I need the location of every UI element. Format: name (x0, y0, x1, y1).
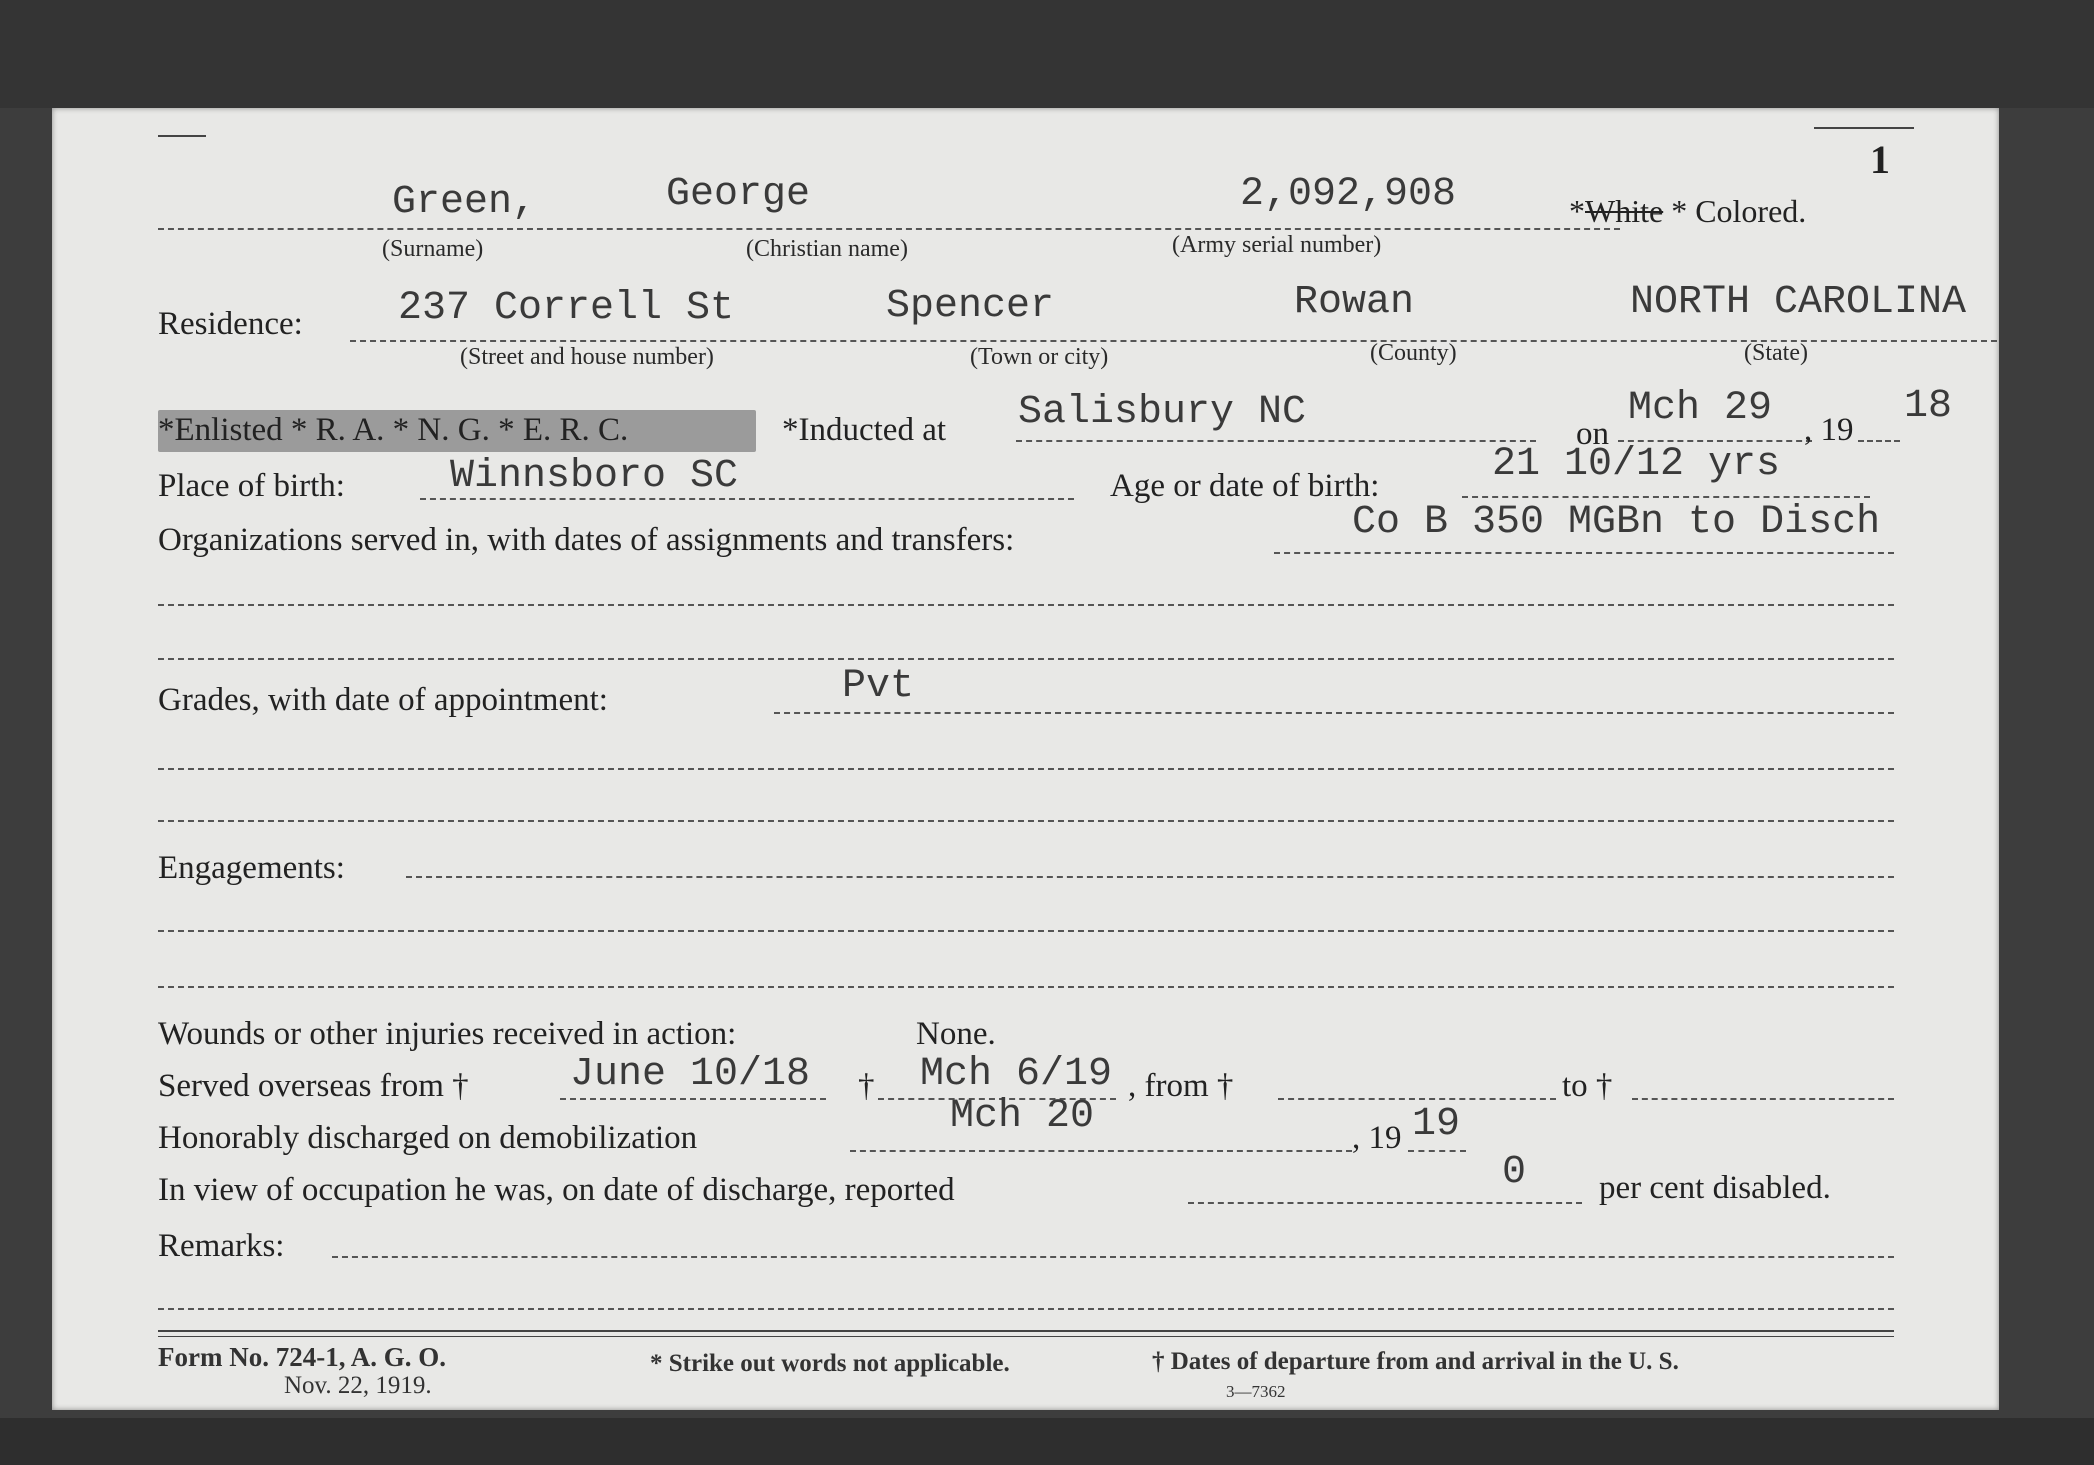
organizations-label: Organizations served in, with dates of assignments and transfers: (158, 522, 1015, 558)
engagements-line-3 (158, 986, 1894, 988)
christian-name-caption: (Christian name) (746, 236, 908, 262)
engagements-label: Engagements: (158, 850, 345, 886)
discharge-year-line (1408, 1150, 1466, 1152)
engagements-line-2 (158, 930, 1894, 932)
inducted-label: *Inducted at (782, 412, 947, 448)
inducted-place: Salisbury NC (1018, 390, 1307, 435)
wounds-label: Wounds or other injuries received in action: (158, 1016, 737, 1052)
birth-place-value: Winnsboro SC (450, 454, 739, 499)
disability-line (1188, 1202, 1582, 1204)
overseas-from2-label: , from † (1128, 1068, 1234, 1104)
grades-line-2 (158, 768, 1894, 770)
inducted-year-line (1858, 440, 1900, 442)
street-caption: (Street and house number) (460, 344, 714, 370)
background-bottom (0, 1418, 2094, 1465)
grades-line (774, 712, 1894, 714)
overseas-to-value: Mch 6/19 (920, 1052, 1113, 1097)
grades-value: Pvt (842, 664, 915, 709)
organizations-line-3 (158, 658, 1894, 660)
form-number: Form No. 724-1, A. G. O. (158, 1342, 446, 1372)
overseas-to2-line (1632, 1098, 1894, 1100)
disability-label: In view of occupation he was, on date of discharge, reported (158, 1172, 955, 1208)
discharge-date-line (850, 1150, 1352, 1152)
residence-label: Residence: (158, 306, 303, 342)
engagements-line (406, 876, 1894, 878)
card-number: 1 (1870, 137, 1890, 182)
race-prefix: * (1569, 193, 1585, 229)
background-top (0, 0, 2094, 108)
overseas-dagger: † (858, 1068, 875, 1104)
race-colored: * Colored. (1671, 193, 1807, 229)
inducted-year: 18 (1904, 384, 1953, 429)
discharge-year-prefix: , 19 (1352, 1120, 1402, 1156)
inducted-date: Mch 29 (1628, 386, 1773, 431)
state-caption: (State) (1744, 340, 1808, 366)
remarks-line (332, 1256, 1894, 1258)
organizations-line-2 (158, 604, 1894, 606)
grades-line-3 (158, 820, 1894, 822)
serial-number-caption: (Army serial number) (1172, 232, 1382, 258)
christian-name-value: George (666, 172, 811, 217)
overseas-to2-label: to † (1562, 1068, 1613, 1104)
residence-state: NORTH CAROLINA (1630, 280, 1967, 325)
grades-label: Grades, with date of appointment: (158, 682, 608, 718)
name-line (158, 228, 1620, 230)
discharge-label: Honorably discharged on demobilization (158, 1120, 698, 1156)
age-line (1462, 496, 1870, 498)
discharge-date: Mch 20 (950, 1094, 1095, 1139)
strike-note: * Strike out words not applicable. (650, 1350, 1010, 1377)
disability-value: 0 (1502, 1150, 1527, 1195)
race-white: White (1585, 193, 1664, 229)
county-caption: (County) (1370, 340, 1457, 366)
inducted-year-prefix: , 19 (1804, 412, 1854, 448)
town-caption: (Town or city) (970, 344, 1109, 370)
footer-rule-1 (158, 1330, 1894, 1332)
discharge-year: 19 (1412, 1102, 1461, 1147)
overseas-from-value: June 10/18 (570, 1052, 811, 1097)
age-value: 21 10/12 yrs (1492, 442, 1781, 487)
overseas-from2-line (1278, 1098, 1556, 1100)
serial-number-value: 2,092,908 (1240, 172, 1457, 217)
surname-value: Green, (392, 180, 537, 225)
print-code: 3—7362 (1226, 1382, 1286, 1401)
disability-suffix: per cent disabled. (1599, 1170, 1831, 1206)
wounds-value: None. (916, 1016, 996, 1052)
residence-county: Rowan (1294, 280, 1415, 325)
service-record-card (52, 108, 1999, 1410)
age-label: Age or date of birth: (1110, 468, 1380, 504)
residence-street: 237 Correll St (398, 286, 735, 331)
organizations-value: Co B 350 MGBn to Disch (1352, 500, 1881, 545)
inducted-place-line (1016, 440, 1536, 442)
remarks-line-2 (158, 1308, 1894, 1310)
enlisted-options: *Enlisted * R. A. * N. G. * E. R. C. (158, 412, 629, 448)
surname-caption: (Surname) (382, 236, 484, 262)
footer-rule-2 (158, 1336, 1894, 1337)
organizations-line (1274, 552, 1894, 554)
residence-town: Spencer (886, 284, 1055, 329)
top-left-rule (158, 135, 206, 137)
overseas-label: Served overseas from † (158, 1068, 469, 1104)
birth-place-label: Place of birth: (158, 468, 345, 504)
top-right-rule (1814, 127, 1914, 129)
remarks-label: Remarks: (158, 1228, 285, 1264)
dates-note: † Dates of departure from and arrival in the U. S. (1152, 1348, 1679, 1375)
form-date: Nov. 22, 1919. (284, 1372, 432, 1399)
overseas-from-line (560, 1098, 826, 1100)
inducted-on-label: on (1576, 416, 1609, 452)
race-options (1569, 193, 1806, 230)
